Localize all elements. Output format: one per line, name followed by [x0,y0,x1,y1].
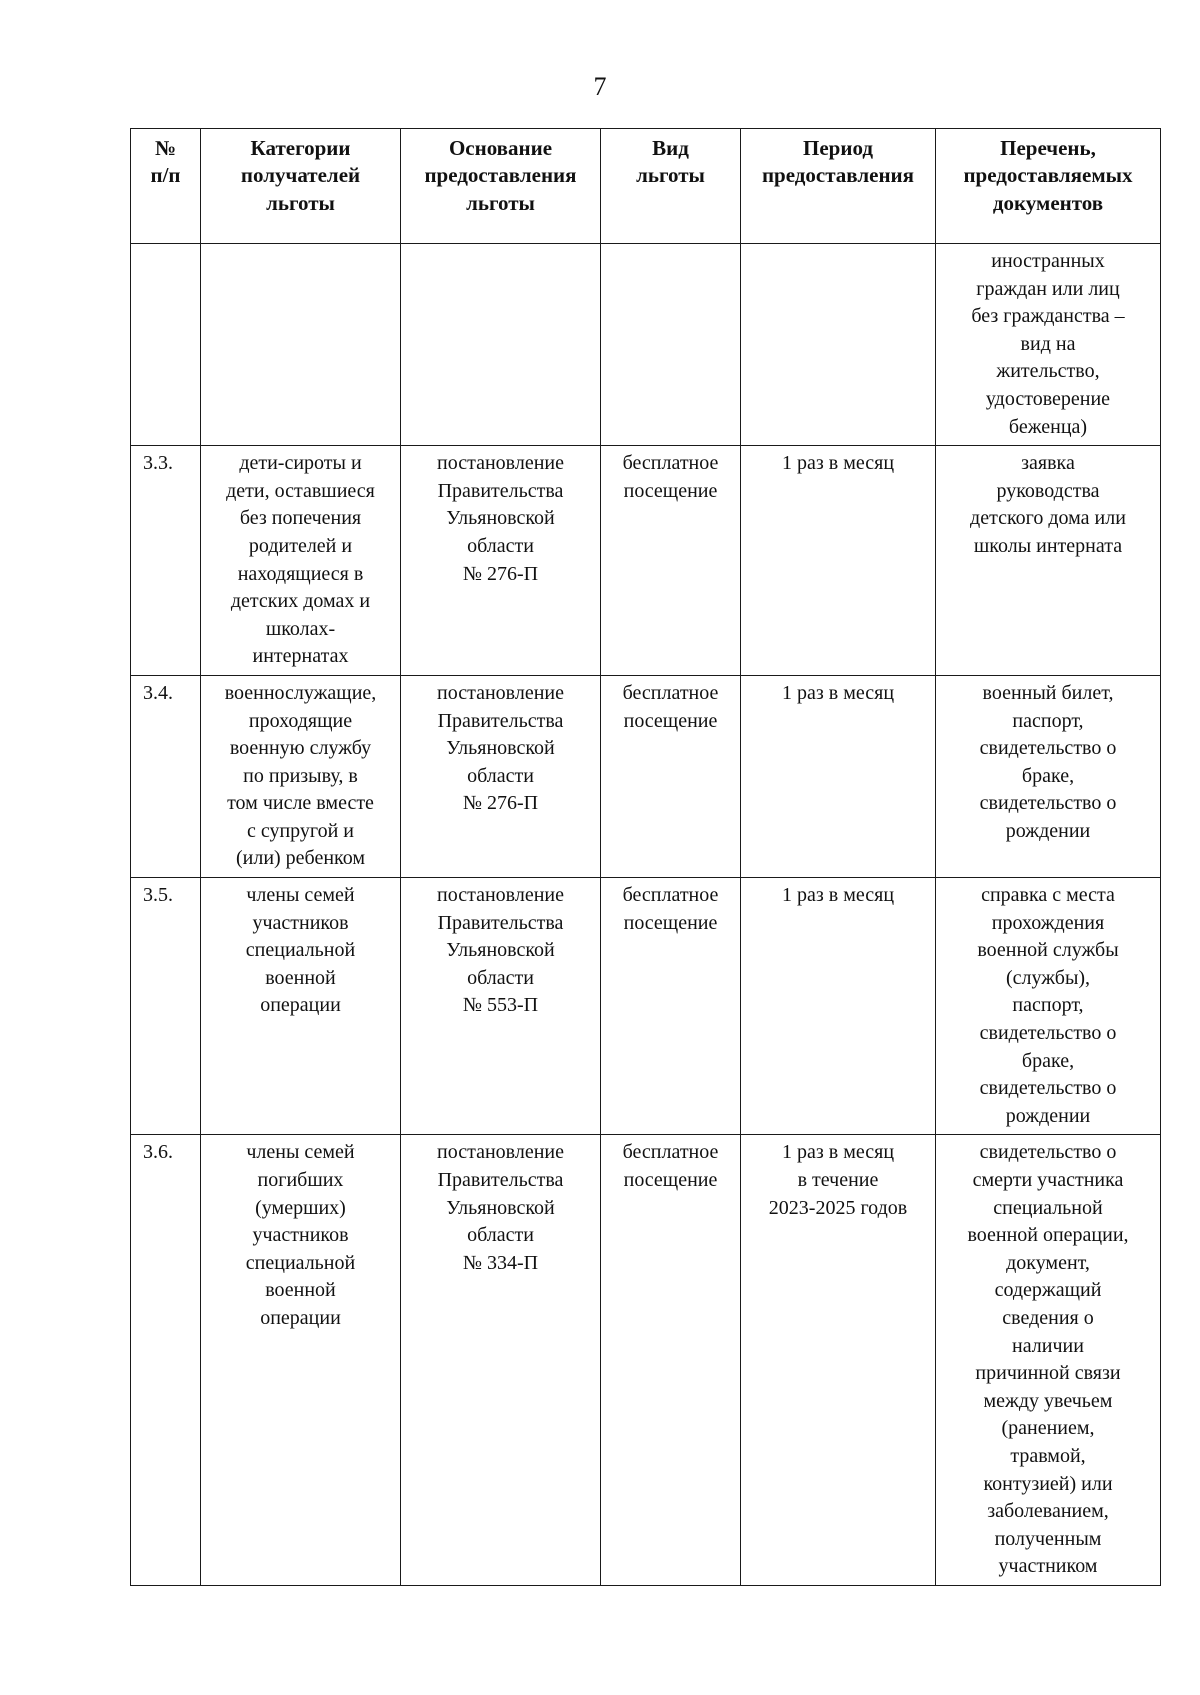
header-documents: Перечень, предоставляемых документов [936,129,1161,244]
cell-period: 1 раз в месяц [741,675,936,877]
table-row [131,446,1161,676]
header-type: Вид льготы [601,129,741,244]
cell-period: 1 раз в месяц [741,446,936,676]
cell-number [131,244,201,446]
cell-documents: заявка руководства детского дома или школы интерната [936,446,1161,676]
cell-period: 1 раз в месяц в течение 2023-2025 годов [741,1135,936,1586]
cell-category: военнослужащие, проходящие военную службу по призыву, в том числе вместе с супругой и (или) ребенком [201,675,401,877]
cell-type: бесплатное посещение [601,675,741,877]
benefits-table [130,128,1161,1586]
header-period: Период предоставления [741,129,936,244]
header-category: Категории получателей льготы [201,129,401,244]
cell-type [601,244,741,446]
table-header-row [131,129,1161,244]
cell-period: 1 раз в месяц [741,878,936,1135]
cell-documents: свидетельство о смерти участника специальной военной операции, документ, содержащий сведения о наличии причинной связи между увечьем (ранением, травмой, контузией) или заболеванием, полученным участником [936,1135,1161,1586]
cell-type: бесплатное посещение [601,878,741,1135]
table-row [131,1135,1161,1586]
cell-basis: постановление Правительства Ульяновской области № 334-П [401,1135,601,1586]
cell-type: бесплатное посещение [601,446,741,676]
cell-basis: постановление Правительства Ульяновской области № 553-П [401,878,601,1135]
cell-documents: иностранных граждан или лиц без гражданства – вид на жительство, удостоверение беженца) [936,244,1161,446]
cell-period [741,244,936,446]
cell-number: 3.3. [131,446,201,676]
cell-category: члены семей погибших (умерших) участников специальной военной операции [201,1135,401,1586]
cell-number: 3.5. [131,878,201,1135]
table-row-continuation [131,244,1161,446]
table-row [131,675,1161,877]
cell-category: дети-сироты и дети, оставшиеся без попечения родителей и находящиеся в детских домах и школах- интернатах [201,446,401,676]
header-basis: Основание предоставления льготы [401,129,601,244]
header-number: № п/п [131,129,201,244]
cell-documents: военный билет, паспорт, свидетельство о браке, свидетельство о рождении [936,675,1161,877]
cell-type: бесплатное посещение [601,1135,741,1586]
cell-category [201,244,401,446]
table-row [131,878,1161,1135]
page-number: 7 [593,72,607,101]
cell-basis: постановление Правительства Ульяновской области № 276-П [401,446,601,676]
cell-number: 3.4. [131,675,201,877]
cell-number: 3.6. [131,1135,201,1586]
cell-basis: постановление Правительства Ульяновской области № 276-П [401,675,601,877]
cell-documents: справка с места прохождения военной службы (службы), паспорт, свидетельство о браке, свидетельство о рождении [936,878,1161,1135]
cell-category: члены семей участников специальной военной операции [201,878,401,1135]
cell-basis [401,244,601,446]
